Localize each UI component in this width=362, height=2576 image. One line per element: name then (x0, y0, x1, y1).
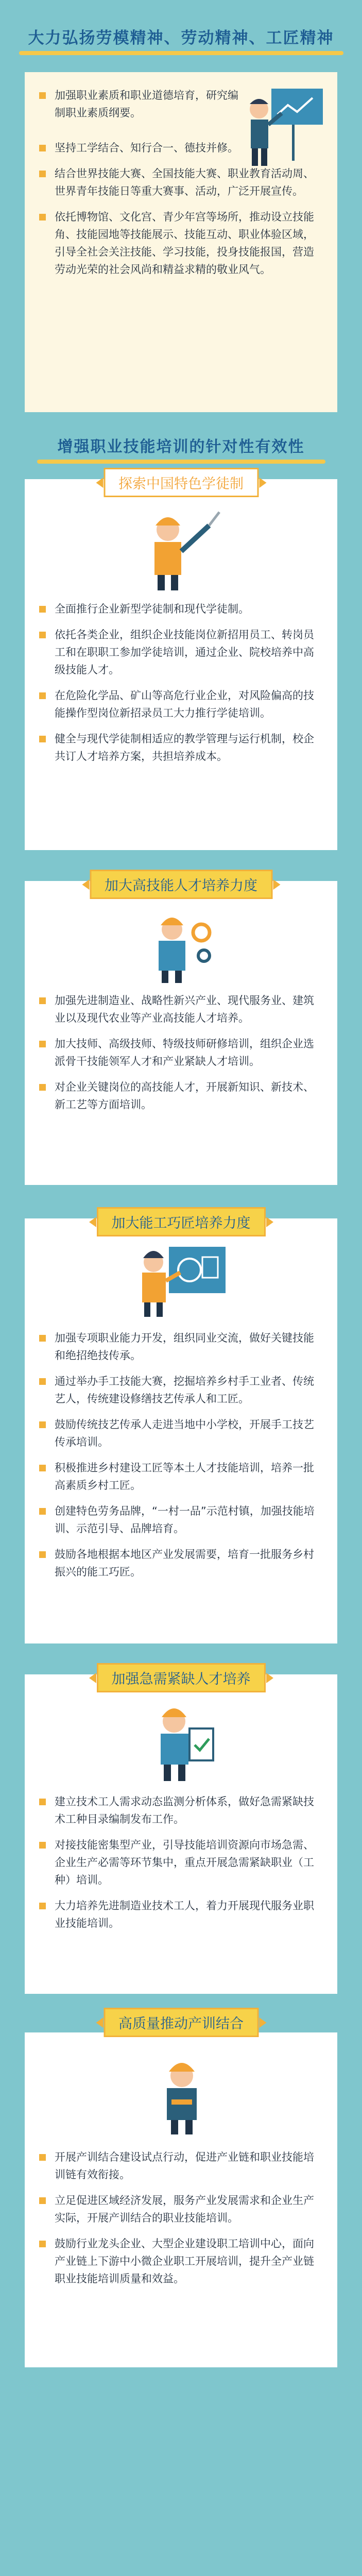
top-section-title: 大力弘扬劳模精神、劳动精神、工匠精神 (0, 25, 362, 55)
bullet (39, 145, 46, 151)
industry-training-list (39, 2148, 323, 2296)
worker-drill-icon (137, 505, 225, 592)
bullet (39, 1084, 46, 1091)
card-tag: 加大高技能人才培养力度 (90, 870, 272, 899)
worker-clipboard-icon (138, 1698, 226, 1783)
high-skill-list (39, 992, 323, 1122)
list-item: 开展产训结合建设试点行动，促进产业链和职业技能培训链有效衔接。 (39, 2148, 323, 2183)
list-item: 建立技术工人需求动态监测分析体系，做好急需紧缺技术工种目录编制发布工作。 (39, 1793, 323, 1828)
list-item: 依托各类企业，组织企业技能岗位新招用员工、转岗员工和在职职工参加学徒培训，通过企业、院校培养中高级技能人才。 (39, 626, 323, 679)
list-item: 加强先进制造业、战略性新兴产业、现代服务业、建筑业以及现代农业等产业高技能人才培养。 (39, 992, 323, 1027)
bullet (39, 1799, 46, 1805)
list-item: 对接技能密集型产业，引导技能培训资源向市场急需、企业生产必需等环节集中，重点开展急需紧缺职业（工种）培训。 (39, 1836, 323, 1889)
spirit-list (39, 87, 239, 130)
list-item: 加大技师、高级技师、特级技师研修培训，组织企业选派骨干技能领军人才和产业紧缺人才培训。 (39, 1035, 323, 1070)
apprenticeship-card (25, 476, 337, 850)
list-item: 鼓励各地根据本地区产业发展需要，培育一批服务乡村振兴的能工巧匠。 (39, 1546, 323, 1581)
title-underline (37, 460, 325, 464)
bullet (39, 92, 46, 99)
worker-wrench-icon (143, 2053, 220, 2136)
bullet (39, 692, 46, 699)
urgent-talent-card (25, 1671, 337, 1994)
craftsmen-list (39, 1329, 323, 1589)
bullet (39, 214, 46, 221)
industry-training-card (25, 2016, 337, 2367)
high-skill-card (25, 878, 337, 1185)
main-section-title: 增强职业技能培训的针对性有效性 (0, 434, 362, 464)
craftsmen-card (25, 1215, 337, 1643)
blueprint-board-icon (133, 1242, 231, 1319)
list-item: 通过举办手工技能大赛，挖掘培养乡村手工业者、传统艺人，传统建设修缮技艺传承人和工匠。 (39, 1372, 323, 1408)
bullet (39, 1378, 46, 1385)
bullet (39, 606, 46, 613)
list-item: 积极推进乡村建设工匠等本土人才技能培训，培养一批高素质乡村工匠。 (39, 1459, 323, 1494)
list-item: 依托博物馆、文化宫、青少年宫等场所，推动设立技能角、技能园地等技能展示、技能互动、职业体验区域，引导全社会关注技能、学习技能，投身技能报国，营造劳动光荣的社会风尚和精益求精的敬业风气。 (39, 208, 323, 278)
list-item: 鼓励行业龙头企业、大型企业建设职工培训中心，面向产业链上下游中小微企业职工开展培训，提升全产业链职业技能培训质量和效益。 (39, 2235, 323, 2287)
card-tag: 加大能工巧匠培养力度 (97, 1207, 266, 1236)
bullet (39, 1508, 46, 1515)
spirit-card (25, 72, 337, 412)
apprenticeship-list (39, 600, 323, 773)
list-item: 结合世界技能大赛、全国技能大赛、职业教育活动周、世界青年技能日等重大赛事、活动，广泛开展宣传。 (39, 165, 323, 200)
bullet (39, 1465, 46, 1471)
bullet (39, 2197, 46, 2204)
bullet (39, 1903, 46, 1909)
list-item: 立足促进区域经济发展，服务产业发展需求和企业生产实际，开展产训结合的职业技能培训。 (39, 2192, 323, 2227)
list-item: 在危险化学品、矿山等高危行业企业，对风险偏高的技能操作型岗位新招录员工大力推行学徒培训。 (39, 687, 323, 722)
list-item: 加强专项职业能力开发，组织同业交流，做好关键技能和绝招绝技传承。 (39, 1329, 323, 1364)
spirit-list-cont (39, 139, 323, 286)
list-item: 大力培养先进制造业技术工人，着力开展现代服务业职业技能培训。 (39, 1897, 323, 1932)
bullet (39, 997, 46, 1004)
bullet (39, 2154, 46, 2161)
bullet (39, 1041, 46, 1047)
card-tag: 高质量推动产训结合 (104, 2008, 258, 2037)
bullet (39, 1842, 46, 1849)
bullet (39, 2241, 46, 2247)
worker-gears-icon (142, 907, 219, 984)
urgent-talent-list (39, 1793, 323, 1940)
list-item: 创建特色劳务品牌，“一村一品”示范村镇，加强技能培训、示范引导、品牌培育。 (39, 1502, 323, 1537)
bullet (39, 632, 46, 638)
list-item: 坚持工学结合、知行合一、德技并修。 (39, 139, 323, 157)
card-tag: 探索中国特色学徒制 (104, 468, 258, 497)
bullet (39, 736, 46, 742)
list-item: 对企业关键岗位的高技能人才，开展新知识、新技术、新工艺等方面培训。 (39, 1078, 323, 1113)
bullet (39, 171, 46, 177)
title-underline (19, 51, 343, 55)
bullet (39, 1421, 46, 1428)
bullet (39, 1551, 46, 1558)
list-item: 全面推行企业新型学徒制和现代学徒制。 (39, 600, 323, 618)
bullet (39, 1335, 46, 1342)
list-item: 健全与现代学徒制相适应的教学管理与运行机制，校企共订人才培养方案，共担培养成本。 (39, 730, 323, 765)
card-tag: 加强急需紧缺人才培养 (97, 1663, 266, 1692)
list-item: 鼓励传统技艺传承人走进当地中小学校，开展手工技艺传承培训。 (39, 1416, 323, 1451)
list-item: 加强职业素质和职业道德培育，研究编制职业素质纲要。 (39, 87, 239, 122)
